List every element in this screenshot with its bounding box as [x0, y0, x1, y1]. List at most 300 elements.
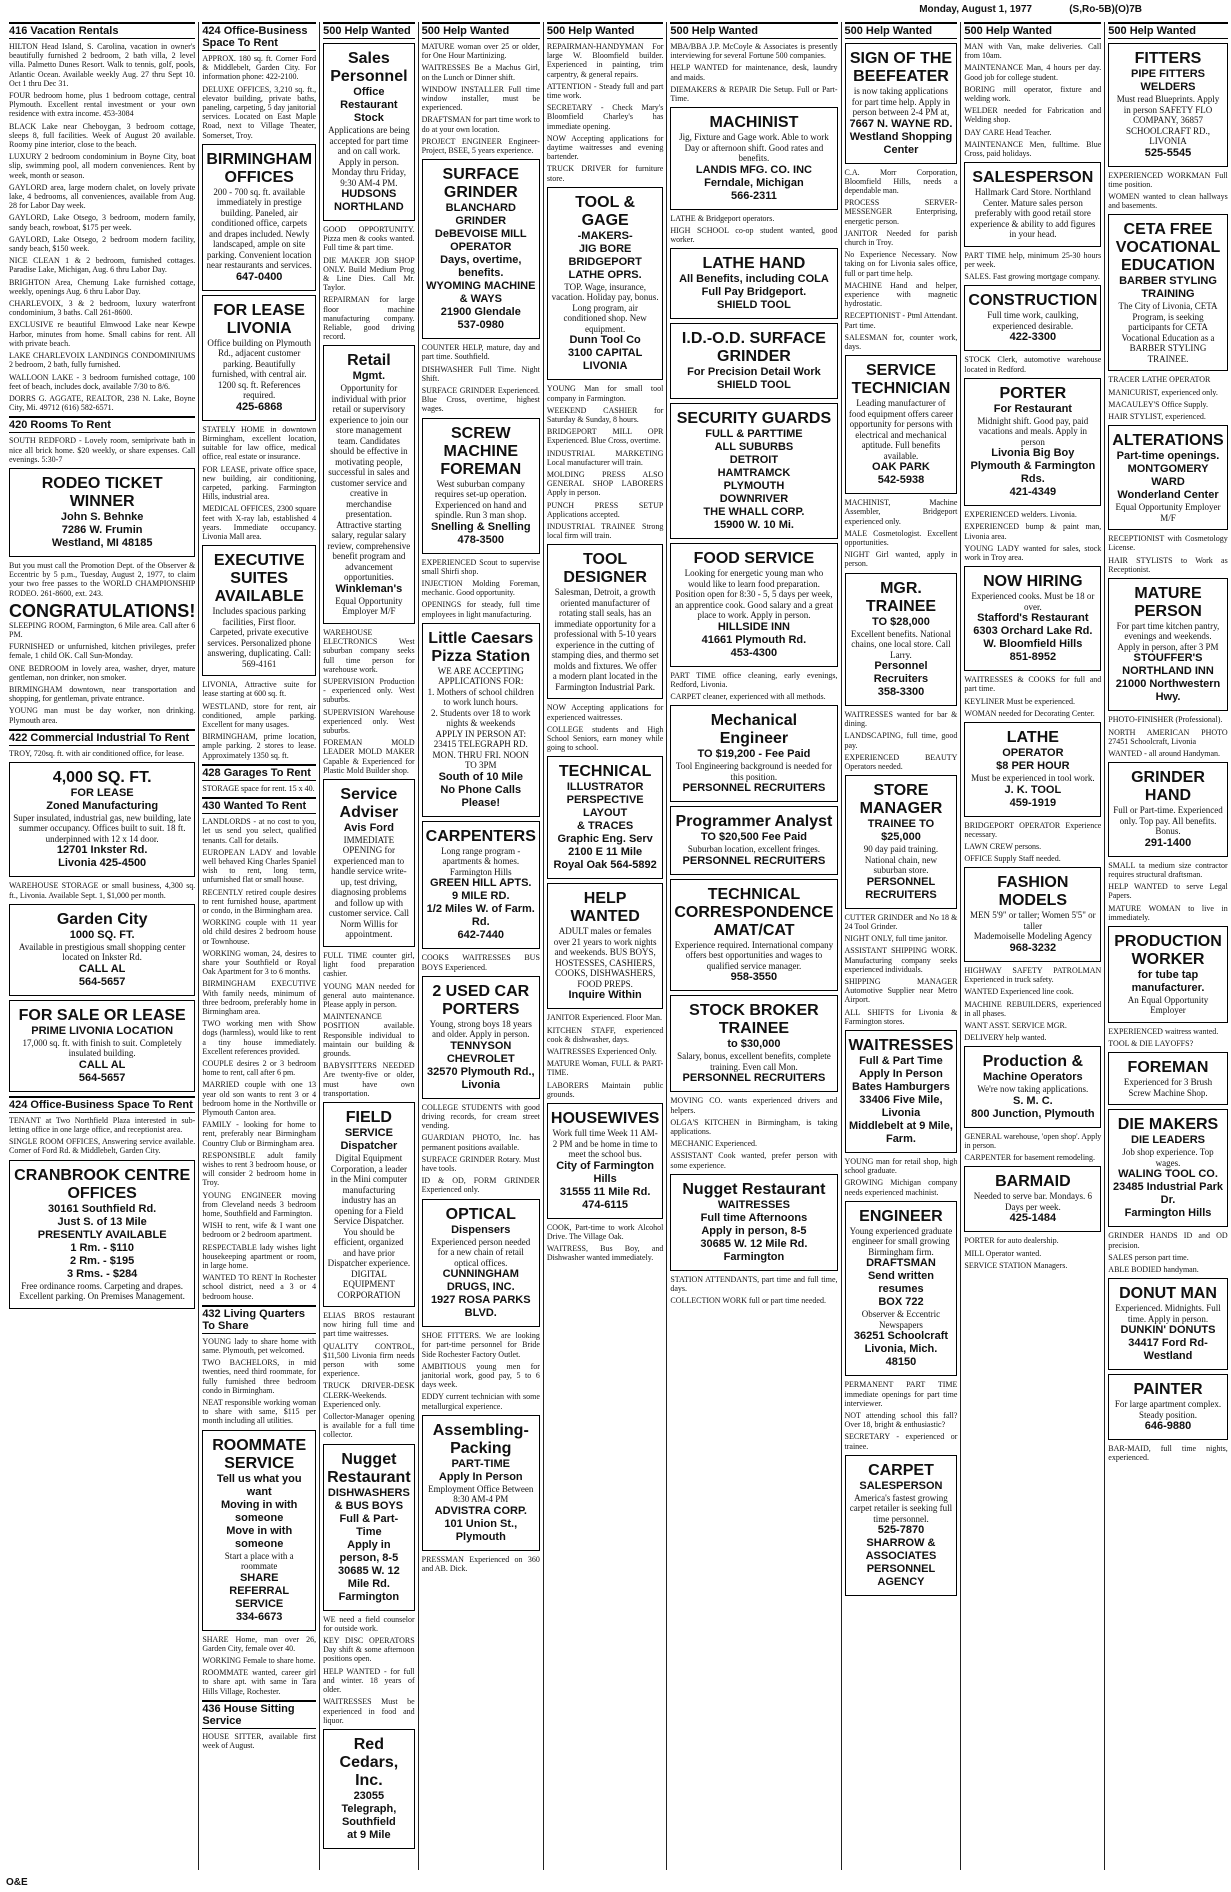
classified-ad: EUROPEAN LADY and lovable well behaved King Charles Spaniel wish to rent, long term, unfurnished flat or small house.: [202, 847, 317, 885]
classified-ad: SUPERVISION Warehouse experienced only. West suburbs.: [323, 707, 415, 735]
display-ad-line: Red Cedars, Inc.: [339, 1735, 399, 1789]
display-ad-line: 537-0980: [457, 319, 505, 332]
display-ad-line: Production &: [982, 1053, 1084, 1071]
display-ad-line: Includes spacious parking facilities, First floor. Carpeted, private executive services. Personalized phone answering, duplicating. Call: 569-4161: [207, 606, 312, 669]
classified-ad: DIE MAKER JOB SHOP ONLY. Build Medium Prog & Line Dies. Call Mr. Taylor.: [323, 255, 415, 293]
classified-ad: INDUSTRIAL MARKETING Local manufacturer will train.: [546, 448, 664, 467]
display-ad-line: 334-6673: [235, 1610, 283, 1623]
display-ad-line: PRESENTLY AVAILABLE: [37, 1228, 167, 1241]
display-ad-line: Office: [353, 86, 385, 98]
display-ad-line: Service Adviser: [339, 785, 399, 821]
display-ad-line: TOOL DESIGNER: [563, 551, 647, 587]
display-ad-line: Avis Ford: [343, 821, 395, 834]
display-ad-line: ENGINEER: [859, 1207, 943, 1225]
classified-ad: BIRMINGHAM, prime location, ample parking. 2 stores to lease. Approximately 1350 sq. ft.: [202, 732, 317, 760]
display-ad-line: GREEN HILL APTS.: [430, 877, 532, 890]
edition-code: (S,Ro-5B)(O)7B: [1069, 4, 1142, 15]
display-ad: [845, 573, 958, 707]
display-ad-line: Livonia 425-4500: [58, 857, 147, 870]
classified-ad: RECENTLY retired couple desires to rent furnished house, apartment or condo, in the Birmingham area.: [202, 887, 317, 915]
display-ad: [845, 355, 958, 494]
classified-ad: ASSISTANT Cook wanted, prefer person with some experience.: [670, 1151, 838, 1170]
display-ad: [422, 1199, 540, 1328]
display-ad-line: EXECUTIVE SUITES AVAILABLE: [213, 552, 305, 606]
classified-ad: SOUTH REDFORD - Lovely room, semiprivate bath in nice all brick home. $20 weekly, or share expenses. Call evenings. 5:30-7: [9, 436, 196, 464]
display-ad-line: 358-3300: [877, 686, 925, 699]
display-ad-line: Apply In Person: [859, 1068, 943, 1081]
classified-ad: OFFICE Supply Staff needed.: [964, 854, 1061, 864]
classified-ad: HIGHWAY SAFETY PATROLMAN Experienced in truck safety.: [964, 965, 1102, 985]
classified-ad: DISHWASHER Full Time. Night Shift.: [421, 364, 540, 383]
display-ad-line: MATURE PERSON: [1134, 584, 1202, 620]
display-ad-line: Days, overtime, benefits.: [440, 254, 522, 280]
display-ad-line: FASHION MODELS: [997, 874, 1069, 910]
display-ad-line: SHIELD TOOL: [717, 299, 791, 312]
display-ad-line: 200 - 700 sq. ft. available immediately in prestige building. Paneled, air conditioned office, carpets and drapes included. Newly landscaped, ample on site parking. Convenient location near restaurants and services.: [206, 186, 312, 271]
classified-ad: WELDER needed for Fabrication and Welding shop.: [964, 106, 1102, 125]
classified-ad: FULL TIME counter girl, light food preparation cashier.: [323, 950, 415, 979]
classified-ad: MILL Operator wanted.: [964, 1248, 1042, 1258]
display-ad-line: WE ARE ACCEPTING APPLICATIONS FOR:: [437, 665, 524, 687]
classified-ad: TRUCK DRIVER for furniture store.: [546, 164, 664, 183]
display-ad-line: HELP WANTED: [570, 890, 640, 926]
classified-ad: YOUNG man must be day worker, non drinking. Plymouth area.: [9, 706, 196, 725]
classified-ad: FOREMAN MOLD LEADER MOLD MAKER Capable & Experienced for Plastic Mold Builder shop.: [323, 738, 415, 775]
display-ad-line: ILLUSTRATOR: [566, 781, 644, 794]
display-ad: [323, 779, 415, 947]
display-ad-line: WAITRESSES: [717, 1198, 790, 1211]
classified-ad: DRAFTSMAN for part time work to do at your own location.: [421, 115, 540, 134]
classified-ad: EXPERIENCED bump & paint man, Livonia area.: [964, 522, 1102, 541]
display-ad-line: BRIDGEPORT: [568, 255, 642, 268]
display-ad-line: SIGN OF THE BEEFEATER: [849, 50, 953, 85]
classified-ad: BRIDGEPORT MILL OPR Experienced. Blue Cross, overtime.: [546, 427, 664, 446]
display-ad: [323, 1729, 415, 1849]
display-ad-line: Retail: [347, 352, 391, 370]
display-ad-line: Dunn Tool Co: [569, 334, 641, 347]
display-ad: [1108, 425, 1227, 530]
display-ad-line: MONTGOMERY WARD: [1127, 463, 1209, 489]
classified-ad: MALE Cosmetologist. Excellent opportunities.: [844, 528, 958, 547]
display-ad-line: & TRACES: [577, 820, 634, 833]
display-ad-line: SHARROW & ASSOCIATES: [865, 1537, 937, 1563]
classified-ad: BAR-MAID, full time nights, experienced.: [1108, 1444, 1228, 1463]
display-ad-line: Needed to serve bar. Mondays. 6 Days per week.: [973, 1191, 1092, 1212]
display-ad-line: -MAKERS-: [577, 229, 633, 242]
display-ad: [547, 756, 663, 879]
display-ad: [9, 1000, 195, 1092]
display-ad-line: STORE MANAGER: [859, 782, 943, 818]
display-ad-line: Start a place with a roommate: [224, 1550, 294, 1572]
classified-ad: DORRS G. AGGATE, REALTOR, 238 N. Lake, Boyne City, Mi. 49712 (616) 582-6571.: [9, 393, 196, 413]
classified-ad: NIGHT Girl wanted, apply in person.: [844, 550, 958, 569]
display-ad-line: 33406 Five Mile, Livonia: [859, 1094, 943, 1120]
display-ad-line: Wonderland Center: [1117, 489, 1219, 502]
display-ad-line: CALL AL: [78, 1058, 126, 1071]
display-ad-line: TOOL & GAGE: [575, 193, 636, 229]
display-ad-line: DIGITAL EQUIPMENT CORPORATION: [337, 1268, 401, 1300]
display-ad-line: Middlebelt at 9 Mile, Farm.: [849, 1120, 953, 1146]
display-ad-line: Inquire Within: [568, 989, 642, 1002]
display-ad-line: NOW HIRING: [983, 573, 1083, 591]
display-ad: [422, 418, 540, 554]
classified-ad: WAREHOUSE STORAGE or small business, 4,300 sq. ft., Livonia. Available Sept. 1, $1,000 per month.: [9, 881, 196, 900]
classified-ad: HELP WANTED - for full and winter. 18 years of older.: [323, 1666, 415, 1695]
display-ad-line: STOUFFER'S NORTHLAND INN: [1122, 652, 1214, 678]
display-ad-line: 1 Rm. - $110: [70, 1241, 134, 1254]
display-ad-line: Experienced for 3 Brush Screw Machine Shop.: [1123, 1077, 1213, 1098]
display-ad-line: NORTHLAND: [334, 201, 404, 213]
column-heading: 500 Help Wanted: [964, 22, 1101, 39]
classified-ad: GAYLORD area, large modern chalet, on lovely private lake, 4 bedrooms, all conveniences, available from Aug. 28 for Labor Day week.: [9, 182, 196, 211]
display-ad-line: APPLY IN PERSON AT: 23415 TELEGRAPH RD. MON. THRU FRI. NOON TO 3PM: [432, 728, 530, 771]
display-ad-line: Midnight shift. Good pay, paid vacations and meals. Apply in person: [977, 415, 1089, 447]
classified-ad: NORTH AMERICAN PHOTO 27451 Schoolcraft, Livonia: [1108, 727, 1228, 746]
display-ad-line: SERVICE: [344, 1127, 393, 1140]
classified-ad: PART TIME help, minimum 25-30 hours per week.: [964, 250, 1102, 269]
display-ad-line: Digital Equipment Corporation, a leader in the Mini computer manufacturing industry has an opening for a Field Service Dispatcher.: [330, 1153, 407, 1227]
display-ad-line: 9 MILE RD.: [452, 890, 510, 903]
display-ad-line: 425-1484: [1009, 1212, 1057, 1225]
display-ad: [845, 1455, 958, 1597]
classified-ad: WOMEN wanted to clean hallways and basements.: [1108, 191, 1228, 211]
display-ad-line: Full & Part-Time: [339, 1512, 399, 1538]
display-ad-line: Observer & Eccentric Newspapers: [861, 1309, 941, 1330]
classified-ad: MACHINIST, Machine Assembler, Bridgeport experienced only.: [844, 498, 958, 526]
display-ad-line: LATHE: [1006, 729, 1059, 747]
classified-ad: EDDY current technician with some metallurgical experience.: [421, 1392, 540, 1411]
classified-ad: GAYLORD, Lake Otsego, 2 bedroom modern facility, sandy beach, $150 week.: [9, 234, 196, 254]
display-ad-line: DRAFTSMAN: [866, 1257, 936, 1270]
display-ad-line: 101 Union St., Plymouth: [444, 1517, 518, 1543]
column-heading: 416 Vacation Rentals: [9, 22, 195, 39]
display-ad-line: Moving in with someone: [221, 1498, 298, 1524]
display-ad-line: Full time Afternoons: [700, 1211, 808, 1224]
display-ad-line: Personnel Recruiters: [873, 660, 929, 686]
section-heading: 424 Office-Business Space To Rent: [9, 1096, 195, 1113]
display-ad-line: PRODUCTION WORKER: [1114, 932, 1222, 968]
classified-ad: WANTED - all around Handyman.: [1108, 749, 1221, 759]
display-ad: [964, 378, 1101, 507]
display-ad-line: Equal Opportunity Employer M/F: [1115, 502, 1221, 523]
classified-ad: NOW Accepting applications for experienced waitresses.: [546, 703, 664, 722]
display-ad-line: Livonia, Mich. 48150: [864, 1343, 938, 1369]
display-ad-line: TRAINEE TO $25,000: [867, 818, 935, 844]
classified-ad: SHIPPING MANAGER Automotive Supplier near Metro Airport.: [844, 977, 958, 1005]
display-ad-line: TO $28,000: [872, 615, 930, 628]
classified-ad: YOUNG LADY wanted for sales, stock work in Troy area.: [964, 543, 1102, 563]
display-ad: [422, 1415, 540, 1551]
classified-ad: ROOMMATE wanted, career girl to share apt. with same in Tara Hills Village, Rochester.: [202, 1668, 317, 1696]
display-ad-line: PERSONNEL AGENCY: [866, 1563, 936, 1589]
classified-ad: COUNTER HELP, mature, day and part time. Southfield.: [421, 343, 540, 362]
display-ad-line: Livonia Big Boy: [991, 447, 1075, 460]
display-ad-line: Farmington Hills: [1124, 1207, 1212, 1220]
classified-ad: STORAGE space for rent. 15 x 40.: [202, 783, 315, 793]
classified-ad: KEYLINER Must be experienced.: [964, 696, 1076, 706]
display-ad-line: Sales Personnel: [330, 50, 408, 85]
display-ad: [845, 1030, 958, 1153]
display-ad-line: Jig, Fixture and Gage work. Able to work Day or afternoon shift. Good rates and benefits.: [679, 132, 829, 164]
display-ad: [670, 543, 837, 667]
display-ad-line: WAITRESSES: [848, 1037, 954, 1055]
display-ad-line: SALESPERSON: [859, 1479, 943, 1492]
display-ad-line: RODEO TICKET WINNER: [41, 474, 163, 510]
classified-ad: HIGH SCHOOL co-op student wanted, good worker.: [670, 225, 838, 245]
classified-ad: ABLE BODIED handyman.: [1108, 1264, 1199, 1274]
display-ad: [202, 545, 316, 676]
classified-ad: BORING mill operator, fixture and welding work.: [964, 84, 1102, 104]
display-ad-line: Westland, MI 48185: [51, 536, 153, 549]
classified-ad: FOR LEASE, private office space, new building, air conditioning, carpeted, parking. Farmington Hills, industrial area.: [202, 464, 317, 502]
classified-ad: INDUSTRIAL TRAINEE Strong local firm will train.: [546, 521, 664, 541]
display-ad: [323, 1444, 415, 1611]
display-ad: [845, 1201, 958, 1377]
display-ad-line: LATHE OPRS.: [568, 268, 642, 281]
section-heading: 428 Garages To Rent: [202, 764, 316, 781]
classified-ad: KITCHEN STAFF, experienced cook & dishwasher, days.: [546, 1025, 664, 1044]
classified-ad: COLLEGE students and High School Seniors, earn money while going to school.: [546, 724, 664, 753]
display-ad-line: No Phone Calls Please!: [440, 783, 522, 809]
classified-ad: BIRMINGHAM EXECUTIVE With family needs, minimum of three bedroom, preferably home in Birmingham area.: [202, 979, 317, 1016]
display-ad-line: OPTICAL: [445, 1205, 516, 1223]
classified-ad: WAITRESSES wanted for bar & dining.: [844, 710, 958, 729]
column-6: [666, 22, 840, 1870]
section-heading: 436 House Sitting Service: [202, 1700, 316, 1729]
classified-ad: WEEKEND CASHIER for Saturday & Sunday, 8 hours.: [546, 405, 664, 424]
classified-ad: WE need a field counselor for outside work.: [323, 1614, 415, 1633]
classified-ad: MAINTENANCE POSITION available. Responsible individual to maintain our building & grounds.: [323, 1012, 415, 1059]
classified-ad: SHOE FITTERS. We are looking for part-time personnel for Bride Side Rochester Factory Outlet.: [421, 1331, 540, 1359]
display-ad-line: BARMAID: [995, 1173, 1071, 1191]
display-ad-line: LATHE HAND: [702, 255, 806, 273]
display-ad-line: PART-TIME: [451, 1457, 510, 1470]
column-heading: 500 Help Wanted: [845, 22, 958, 39]
display-ad-line: FOREMAN: [1127, 1059, 1209, 1077]
display-ad-line: Stock: [353, 112, 384, 124]
classified-ad: SURFACE GRINDER Rotary. Must have tools.: [421, 1154, 540, 1173]
display-ad-line: City of Farmington Hills: [556, 1159, 655, 1185]
column-7: [841, 22, 961, 1870]
display-ad-line: 31555 11 Mile Rd.: [559, 1185, 651, 1198]
classified-ad: PROJECT ENGINEER Engineer-Project, BSEE, 5 years experience.: [421, 136, 540, 156]
display-ad-line: ROOMMATE SERVICE: [212, 1436, 307, 1472]
display-ad-line: 566-2311: [730, 189, 777, 202]
classified-ad: PORTER for auto dealership.: [964, 1236, 1059, 1246]
display-ad-line: The City of Livonia, CETA Program, is seeking participants for CETA Vocational Education as a BARBER STYLING TRAINEE.: [1118, 301, 1218, 364]
display-ad: [1108, 1374, 1227, 1440]
display-ad-line: LAYOUT: [583, 807, 628, 820]
classified-ad: TWO working men with Show dogs (harmless), would like to rent a tiny house immediately. Excellent references provided.: [202, 1019, 317, 1056]
display-ad-line: ADVISTRA CORP.: [434, 1504, 527, 1517]
display-ad-line: PERSONNEL RECRUITERS: [865, 875, 937, 901]
congratulations-text: CONGRATULATIONS!: [9, 600, 196, 621]
classified-ad: GROWING Michigan company needs experienced machinist.: [844, 1178, 958, 1197]
classified-ad: MACHINE Hand and helper, experience with magnetic hydrostatic.: [844, 280, 958, 309]
display-ad-line: DETROIT: [729, 454, 779, 467]
display-ad: [422, 976, 540, 1099]
display-ad-line: Farmington: [338, 1590, 400, 1603]
display-ad-line: For part time kitchen pantry, evenings and weekends. Apply in person, after 3 PM: [1116, 620, 1220, 652]
classified-ad: DELIVERY help wanted.: [964, 1033, 1047, 1043]
display-ad-line: CONSTRUCTION: [968, 292, 1098, 310]
display-ad-line: 41661 Plymouth Rd.: [701, 633, 807, 646]
classified-ad: MANICURIST, experienced only.: [1108, 387, 1218, 397]
display-ad-line: 23055 Telegraph, Southfield: [341, 1789, 397, 1828]
issue-date: Monday, August 1, 1977: [919, 4, 1032, 15]
display-ad: [964, 867, 1101, 962]
classified-ad: SUPERVISION Production - experienced only. West suburbs.: [323, 676, 415, 705]
display-ad-line: 642-7440: [457, 929, 505, 942]
classified-ad: GOOD OPPORTUNITY. Pizza men & cooks wanted. Full time & part time.: [323, 225, 415, 253]
display-ad-line: 36251 Schoolcraft: [853, 1330, 949, 1343]
display-ad-line: 564-5657: [78, 1071, 126, 1084]
display-ad-line: An Equal Opportunity Employer: [1127, 994, 1209, 1016]
display-ad-line: Westland Shopping Center: [849, 130, 953, 156]
display-ad-line: 459-1919: [1009, 796, 1057, 809]
classified-ad: EXPERIENCED waitress wanted.: [1108, 1026, 1219, 1036]
display-ad: [1108, 926, 1227, 1023]
display-ad-line: Farmington: [723, 1250, 785, 1263]
display-ad-line: 7286 W. Frumin: [61, 523, 143, 536]
display-ad-line: S. M. C.: [1012, 1094, 1053, 1107]
classified-ad: HILTON Head Island, S. Carolina, vacation in owner's beautifully furnished 2 bedroom, 2 bath villa, 2 level villa. Palmetto Dunes Resort. Walk to tennis, golf, pools, Atlantic Ocean. Available weekly Aug. 27 thru Sept 10. Oct 1 thru Dec 31.: [9, 42, 196, 88]
classified-ad: COOKS WAITRESSES BUS BOYS Experienced.: [421, 953, 540, 972]
display-ad-line: $8 PER HOUR: [996, 760, 1070, 773]
display-ad: [670, 248, 837, 319]
display-ad-line: FOR SALE OR LEASE: [18, 1006, 186, 1024]
display-ad-line: Zoned Manufacturing: [46, 799, 159, 812]
display-ad-line: Looking for energetic young man who would like to learn food preparation. Position open for 8:30 - 5, 5 days per week, an apprentice cook. Good salary and a great place to work. Apply in person.: [674, 568, 833, 621]
classified-ad: OPENINGS for steady, full time employees in light manufacturing.: [421, 600, 540, 619]
display-ad-line: Nugget Restaurant: [327, 1450, 411, 1486]
display-ad-line: For large apartment complex. Steady position.: [1114, 1399, 1222, 1420]
classified-ad: HELP WANTED for maintenance, desk, laundry and maids.: [670, 63, 838, 82]
display-ad-line: BIRMINGHAM OFFICES: [206, 150, 313, 186]
classified-ad: STATELY HOME in downtown Birmingham, excellent location, suitable for law office, medical office, real estate or insurance.: [202, 424, 317, 462]
display-ad-line: Plymouth & Farmington Rds.: [970, 460, 1096, 486]
display-ad: [670, 806, 837, 875]
display-ad-line: Apply in person, 8-5: [701, 1224, 807, 1237]
display-ad-line: CUNNINGHAM DRUGS, INC.: [442, 1268, 519, 1294]
classified-ad: COLLEGE STUDENTS with good driving records, for cream street vending.: [421, 1102, 540, 1131]
classified-ad: PRESSMAN Experienced on 360 and AB. Dick.: [421, 1554, 540, 1573]
section-heading: 420 Rooms To Rent: [9, 416, 195, 433]
display-ad-line: 2100 E 11 Mile: [568, 846, 643, 859]
display-ad-line: PERSONNEL RECRUITERS: [682, 854, 826, 867]
display-ad-line: Job shop experience. Top wages.: [1122, 1147, 1214, 1168]
display-ad-line: 851-8952: [1009, 651, 1057, 664]
display-ad-line: SCREW MACHINE FOREMAN: [440, 424, 522, 478]
classified-ad: GAYLORD, Lake Otsego, 3 bedroom, modern family, sandy beach, rowboat, $175 per week.: [9, 213, 196, 232]
classified-ad: SECRETARY - Check Mary's Bloomfield Charley's has immediate opening.: [546, 103, 664, 131]
display-ad: [202, 295, 316, 421]
display-ad-line: 3100 CAPITAL: [567, 347, 643, 360]
display-ad: [422, 159, 540, 339]
display-ad-line: TOP. Wage, insurance, vacation. Holiday pay, bonus. Long program, air conditioned shop. New equipment.: [551, 281, 659, 334]
column-8: [960, 22, 1104, 1870]
display-ad-line: 7667 N. WAYNE RD.: [849, 117, 953, 130]
display-ad-line: Restaurant: [340, 99, 398, 111]
display-ad: [670, 403, 837, 539]
display-ad-line: 30161 Southfield Rd.: [48, 1202, 157, 1215]
classified-ad: PART TIME office cleaning, early evenings, Redford, Livonia.: [670, 670, 838, 690]
display-ad-line: For Precision Detail Work: [687, 366, 821, 379]
display-ad-line: SURFACE GRINDER: [442, 166, 519, 202]
display-ad-line: 4,000 SQ. FT.: [52, 768, 152, 786]
classified-ad: MOVING CO. wants experienced drivers and helpers.: [670, 1096, 838, 1115]
classified-ad: GUARDIAN PHOTO, Inc. has permanent positions available.: [421, 1133, 540, 1152]
classified-ad: ID & OD, FORM GRINDER Experienced only.: [421, 1176, 540, 1195]
display-ad-line: HOUSEWIVES: [550, 1110, 660, 1128]
classified-ad: CARPENTER for basement remodeling.: [964, 1153, 1096, 1163]
classified-ad: MARRIED couple with one 13 year old son wants to rent 3 or 4 bedroom home in the Northville or Plymouth Canton area.: [202, 1080, 317, 1117]
classified-ad: WINDOW INSTALLER Full time window installer, must be experienced.: [421, 84, 540, 113]
column-3: [319, 22, 418, 1870]
classified-ad: MOLDING PRESS ALSO GENERAL SHOP LABORERS Apply in person.: [546, 469, 664, 498]
display-ad-line: Snelling & Snelling: [430, 520, 531, 533]
classified-ad: LIVONIA, Attractive suite for lease starting at 600 sq. ft.: [202, 680, 317, 699]
display-ad-line: Experienced cooks. Must be 18 or over.: [971, 591, 1095, 612]
classified-ad: C.A. Morr Corporation, Bloomfield Hills, needs a dependable man.: [844, 167, 958, 195]
classified-ad: WAITRESS, Bus Boy, and Dishwasher wanted immediately.: [546, 1243, 664, 1263]
classified-ad: REPAIRMAN-HANDYMAN For large W. Bloomfield builder. Experienced in painting, trim carpentry, & general repairs.: [546, 42, 664, 79]
display-ad-line: For Restaurant: [993, 402, 1072, 415]
display-ad-line: DIE LEADERS: [1131, 1134, 1205, 1147]
classified-ad: FOUR bedroom home, plus 1 bedroom cottage, central Plymouth. Excellent rental investment or your own residence with extra income. 453-3084: [9, 91, 196, 119]
classified-ad: DELUXE OFFICES, 3,210 sq. ft., elevator building, private baths, paneling, carpeting, 5 day janitorial services. Located on East Maple Road, next to Village Theater, Somerset, Troy.: [202, 84, 317, 140]
display-ad-line: Experienced. Midnights. Full time. Apply in person.: [1115, 1303, 1221, 1324]
classified-ad: YOUNG lady to share home with same. Plymouth, pet welcomed.: [202, 1336, 317, 1356]
classified-ad: No Experience Necessary. Now taking on for Livonia sales office, full or part time help.: [844, 250, 958, 278]
section-heading: 432 Living Quarters To Share: [202, 1305, 316, 1334]
display-ad-line: 647-0400: [235, 270, 283, 283]
classified-ad: NICE CLEAN 1 & 2 bedroom, furnished cottages. Paradise Lake, Michigan, Aug. 6 thru Labor Day.: [9, 256, 196, 275]
display-ad-line: Royal Oak 564-5892: [553, 859, 657, 872]
display-ad-line: Work full time Week 11 AM-2 PM and be home in time to meet the school bus.: [552, 1128, 658, 1160]
classified-ad: WAITRESSES Experienced Only.: [546, 1047, 657, 1057]
classified-ad: PHOTO-FINISHER (Professional).: [1108, 715, 1223, 725]
display-ad-line: DISHWASHERS & BUS BOYS: [327, 1486, 410, 1512]
display-ad-line: Full & Part Time: [859, 1055, 943, 1068]
classified-page: [6, 0, 1228, 1892]
classified-ad: BIRMINGHAM downtown, near transportation and shopping, for gentleman, private entrance.: [9, 684, 196, 704]
column-5: [543, 22, 666, 1870]
classified-ad: YOUNG man for retail shop, high school graduate.: [844, 1157, 958, 1176]
display-ad-line: Part-time openings.: [1116, 450, 1220, 463]
classified-ad: WANT ASST. SERVICE MGR.: [964, 1020, 1067, 1030]
display-ad-line: PERSPECTIVE: [566, 794, 644, 807]
display-ad: [422, 821, 540, 950]
classified-ad: WAITRESSES Must be experienced in food and liquor.: [323, 1697, 415, 1725]
display-ad-line: SECURITY GUARDS: [676, 410, 832, 428]
classified-ad: EXPERIENCED Scout to supervise small Shirfi shop.: [421, 557, 540, 576]
display-ad-line: 291-1400: [1144, 836, 1192, 849]
display-ad-line: 12701 Inkster Rd.: [56, 844, 148, 857]
classified-ad: WAREHOUSE ELECTRONICS West suburban company seeks full time person for warehouse work.: [323, 627, 415, 674]
display-ad-line: Tool Engineering background is needed for this position.: [675, 761, 832, 782]
classified-ad: RESPONSIBLE adult family wishes to rent 3 bedroom house, or will consider 2 bedroom home in Troy.: [202, 1150, 317, 1188]
display-ad-line: WALING TOOL CO.: [1118, 1168, 1218, 1181]
classified-ad: MAINTENANCE Man, 4 hours per day. Good job for college student.: [964, 63, 1102, 82]
display-ad-line: Applications are being accepted for part time and on call work. Apply in person. Monday thru Friday, 9:30 AM-4 PM.: [328, 125, 410, 188]
column-heading: 424 Office-Business Space To Rent: [202, 22, 316, 51]
classified-ad: LAWN CREW persons.: [964, 841, 1042, 851]
display-ad-line: FIELD: [345, 1109, 392, 1127]
display-ad-line: Must be experienced in tool work.: [971, 773, 1095, 784]
display-ad: [845, 775, 958, 909]
display-ad-line: JIG BORE: [578, 242, 632, 255]
